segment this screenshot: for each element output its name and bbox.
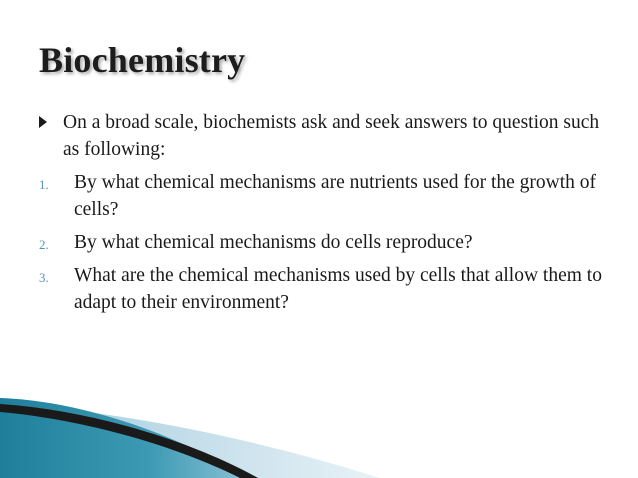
intro-text: On a broad scale, biochemists ask and seek answers to question such as following:: [63, 112, 600, 160]
list-item: [0, 229, 638, 256]
list-item: [0, 262, 638, 316]
list-item: [0, 169, 638, 223]
list-item-number: 2.: [39, 237, 49, 252]
list-item-text: By what chemical mechanisms do cells reproduce?: [74, 232, 473, 253]
list-item-number: 1.: [39, 177, 49, 192]
intro-bullet: [0, 109, 638, 163]
slide-title: Biochemistry: [39, 40, 246, 80]
list-item-text: By what chemical mechanisms are nutrients used for the growth of cells?: [74, 172, 597, 220]
slide-body: [0, 109, 638, 316]
swoosh-light-band: [0, 404, 380, 478]
list-item-number: 3.: [39, 270, 49, 285]
swoosh-teal-band: [0, 398, 250, 478]
swoosh-dark-band: [0, 404, 258, 478]
list-item-text: What are the chemical mechanisms used by cells that allow them to adapt to their environment?: [74, 265, 602, 313]
arrow-bullet-icon: [39, 116, 47, 128]
